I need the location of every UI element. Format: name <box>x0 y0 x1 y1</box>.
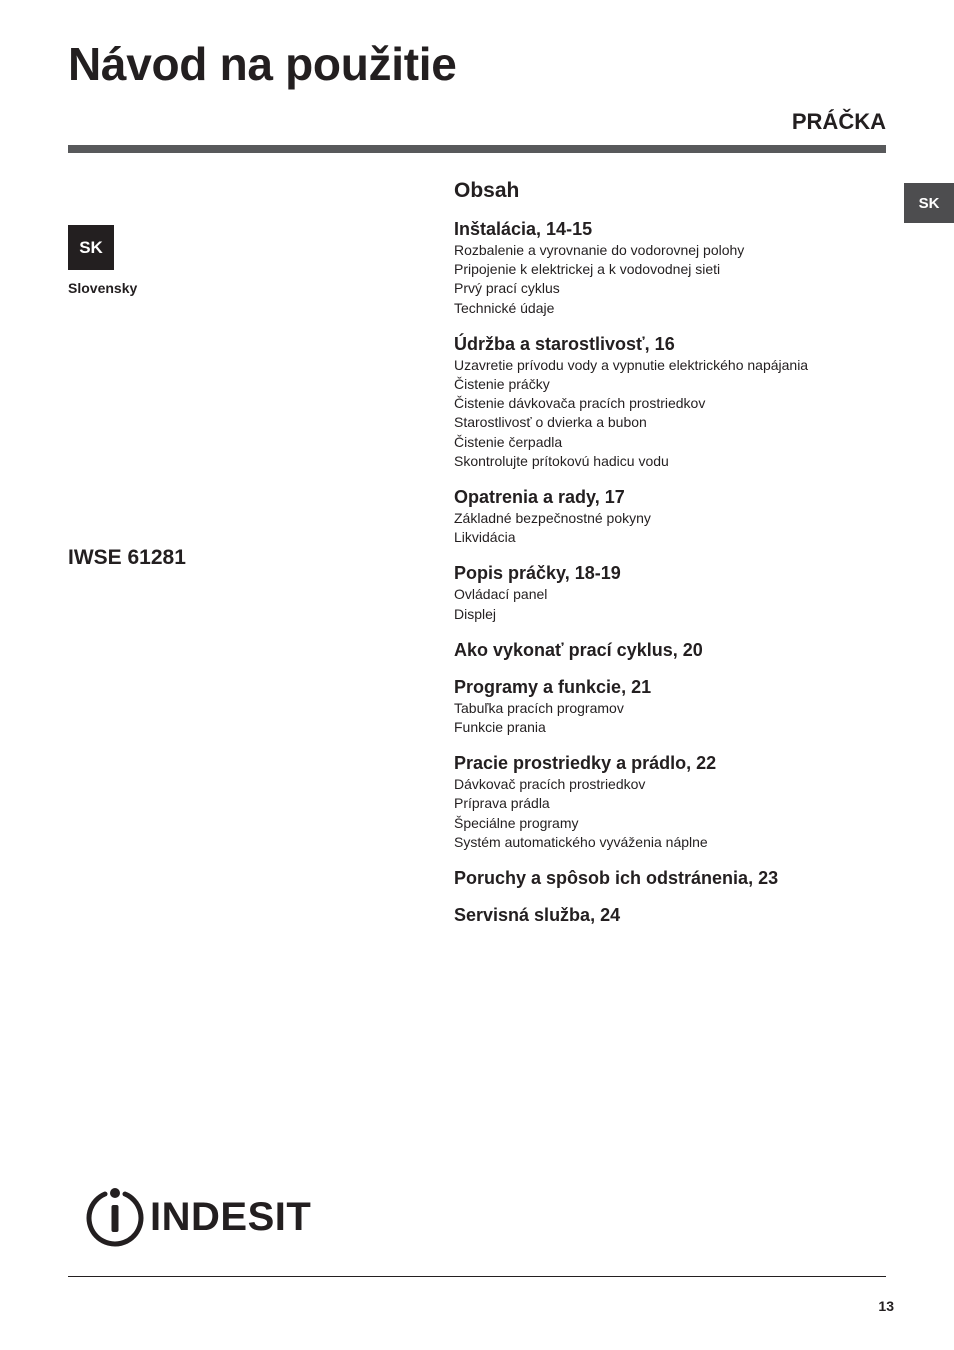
toc-section-title: Opatrenia a rady, 17 <box>454 487 625 508</box>
toc-section <box>454 333 894 471</box>
brand-logo <box>84 1183 324 1249</box>
toc-section-title: Servisná služba, 24 <box>454 905 621 926</box>
indesit-logo-icon <box>84 1185 146 1247</box>
toc-item: Technické údaje <box>454 299 555 316</box>
toc-section <box>454 904 894 926</box>
toc-title: Obsah <box>454 179 520 202</box>
toc-section-title: Údržba a starostlivosť, 16 <box>454 333 675 354</box>
toc-section-title: Popis práčky, 18-19 <box>454 563 621 584</box>
toc-section <box>454 486 894 547</box>
toc-section <box>454 218 894 318</box>
toc-item: Základné bezpečnostné pokyny <box>454 510 651 527</box>
brand-name: INDESIT <box>150 1195 312 1239</box>
toc-item: Starostlivosť o dvierka a bubon <box>454 414 647 431</box>
table-of-contents <box>454 178 894 941</box>
toc-item: Tabuľka pracích programov <box>454 699 624 716</box>
header-rule <box>68 145 886 153</box>
toc-item: Pripojenie k elektrickej a k vodovodnej sieti <box>454 261 721 278</box>
toc-item: Dávkovač pracích prostriedkov <box>454 776 646 793</box>
toc-sections <box>454 218 894 926</box>
language-name: Slovensky <box>68 280 138 296</box>
toc-item: Ovládací panel <box>454 586 548 603</box>
toc-item: Likvidácia <box>454 529 516 546</box>
toc-section-title: Programy a funkcie, 21 <box>454 676 652 697</box>
page-title: Návod na použitie <box>68 38 457 90</box>
toc-section-title: Pracie prostriedky a prádlo, 22 <box>454 753 717 774</box>
toc-item: Displej <box>454 605 497 622</box>
toc-item: Skontrolujte prítokovú hadicu vodu <box>454 452 669 469</box>
toc-section-title: Poruchy a spôsob ich odstránenia, 23 <box>454 868 779 889</box>
toc-section <box>454 752 894 852</box>
toc-item: Čistenie dávkovača pracích prostriedkov <box>454 395 706 412</box>
toc-item: Rozbalenie a vyrovnanie do vodorovnej polohy <box>454 242 745 258</box>
footer-rule <box>68 1276 886 1277</box>
toc-section <box>454 562 894 623</box>
toc-item: Príprava prádla <box>454 795 550 812</box>
language-badge: SK <box>68 225 114 270</box>
toc-item: Špeciálne programy <box>454 814 579 831</box>
toc-item: Systém automatického vyváženia náplne <box>454 833 708 850</box>
toc-section-title: Ako vykonať prací cyklus, 20 <box>454 639 703 660</box>
toc-section <box>454 676 894 737</box>
model-number: IWSE 61281 <box>68 546 186 569</box>
toc-item: Uzavretie prívodu vody a vypnutie elektrického napájania <box>454 356 809 373</box>
toc-section <box>454 867 894 889</box>
toc-item: Čistenie čerpadla <box>454 433 563 450</box>
toc-item: Čistenie práčky <box>454 376 550 393</box>
language-side-tab: SK <box>904 183 954 223</box>
toc-item: Prvý prací cyklus <box>454 280 560 297</box>
toc-section-title: Inštalácia, 14-15 <box>454 219 593 239</box>
toc-section <box>454 639 894 661</box>
page-number: 13 <box>878 1298 894 1314</box>
toc-item: Funkcie prania <box>454 719 546 736</box>
product-type: PRÁČKA <box>791 109 886 134</box>
